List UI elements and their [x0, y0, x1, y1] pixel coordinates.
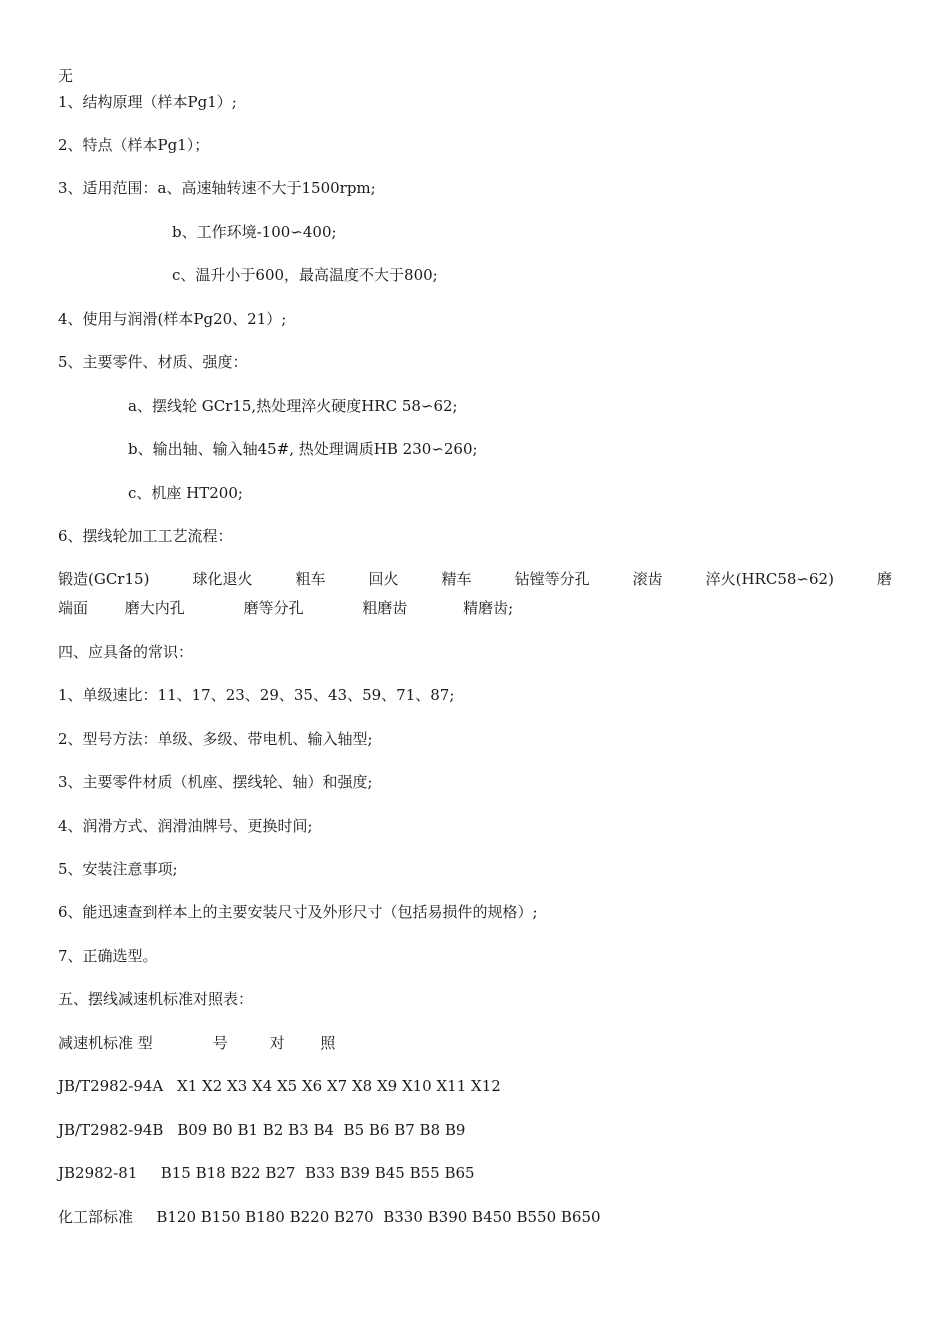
- item-usage-lubrication: 4、使用与润滑(样本Pg20、21）;: [58, 310, 287, 328]
- flow-step: 淬火(HRC58∽62): [705, 570, 834, 588]
- table-header-cell: 对: [269, 1034, 285, 1052]
- flow-step: 回火: [368, 570, 399, 588]
- process-flow-row-1: [58, 569, 892, 589]
- flow-step: 锻造(GCr15): [58, 570, 150, 588]
- section-5-title: 五、摆线减速机标准对照表：: [58, 990, 254, 1008]
- table-header: [58, 1033, 335, 1053]
- flow-step: 磨大内孔: [124, 599, 185, 617]
- item-part-housing: c、机座 HT200;: [128, 484, 243, 502]
- flow-step: 粗车: [295, 570, 326, 588]
- item-features: 2、特点（样本Pg1）；: [58, 136, 210, 154]
- flow-step: 滚齿: [632, 570, 663, 588]
- header-text: 无: [58, 67, 74, 85]
- table-header-cell: 照: [320, 1034, 336, 1052]
- item-part-shafts: b、输出轴、输入轴45#, 热处理调质HB 230∽260;: [128, 440, 478, 458]
- item-application-range: 3、适用范围：a、高速轴转速不大于1500rpm;: [58, 179, 376, 197]
- flow-step: 粗磨齿: [362, 599, 408, 617]
- row-label: 化工部标准: [58, 1208, 134, 1226]
- table-header-cell: 号: [212, 1034, 228, 1052]
- row-values: B120 B150 B180 B220 B270 B330 B390 B450 B550 B650: [146, 1208, 601, 1226]
- item-application-env: b、工作环境-100∽400;: [172, 223, 337, 241]
- row-label: JB/T2982-94B: [58, 1121, 164, 1139]
- knowledge-dimensions: 6、能迅速查到样本上的主要安装尺寸及外形尺寸（包括易损件的规格）;: [58, 903, 538, 921]
- flow-step: 端面: [58, 599, 89, 617]
- knowledge-materials: 3、主要零件材质（机座、摆线轮、轴）和强度;: [58, 773, 373, 791]
- knowledge-speed-ratio: 1、单级速比：11、17、23、29、35、43、59、71、87;: [58, 686, 455, 704]
- item-main-parts: 5、主要零件、材质、强度：: [58, 353, 248, 371]
- table-row: [58, 1163, 475, 1183]
- flow-step: 磨: [876, 570, 892, 588]
- row-values: B15 B18 B22 B27 B33 B39 B45 B55 B65: [151, 1164, 475, 1182]
- knowledge-lubrication: 4、润滑方式、润滑油牌号、更换时间;: [58, 817, 313, 835]
- knowledge-selection: 7、正确选型。: [58, 947, 158, 965]
- flow-step: 钻镗等分孔: [514, 570, 590, 588]
- knowledge-model-method: 2、型号方法：单级、多级、带电机、输入轴型;: [58, 730, 373, 748]
- row-values: X1 X2 X3 X4 X5 X6 X7 X8 X9 X10 X11 X12: [177, 1077, 501, 1095]
- item-application-temp: c、温升小于600，最高温度不大于800;: [172, 266, 438, 284]
- process-flow-row-2: [58, 598, 513, 618]
- table-header-cell: 减速机标准 型: [58, 1034, 153, 1052]
- flow-step: 球化退火: [192, 570, 253, 588]
- knowledge-installation: 5、安装注意事项;: [58, 860, 178, 878]
- table-row: [58, 1207, 601, 1227]
- item-part-cycloid-wheel: a、摆线轮 GCr15,热处理淬火硬度HRC 58∽62;: [128, 397, 458, 415]
- row-label: JB2982-81: [58, 1164, 138, 1182]
- table-row: [58, 1076, 501, 1096]
- flow-step: 精车: [441, 570, 472, 588]
- table-row: [58, 1120, 465, 1140]
- row-label: JB/T2982-94A: [58, 1077, 164, 1095]
- item-process-flow: 6、摆线轮加工工艺流程：: [58, 527, 233, 545]
- item-structure-principle: 1、结构原理（样本Pg1）;: [58, 93, 237, 111]
- flow-step: 精磨齿;: [463, 599, 514, 617]
- flow-step: 磨等分孔: [243, 599, 304, 617]
- section-4-title: 四、应具备的常识：: [58, 643, 194, 661]
- row-values: B09 B0 B1 B2 B3 B4 B5 B6 B7 B8 B9: [177, 1121, 466, 1139]
